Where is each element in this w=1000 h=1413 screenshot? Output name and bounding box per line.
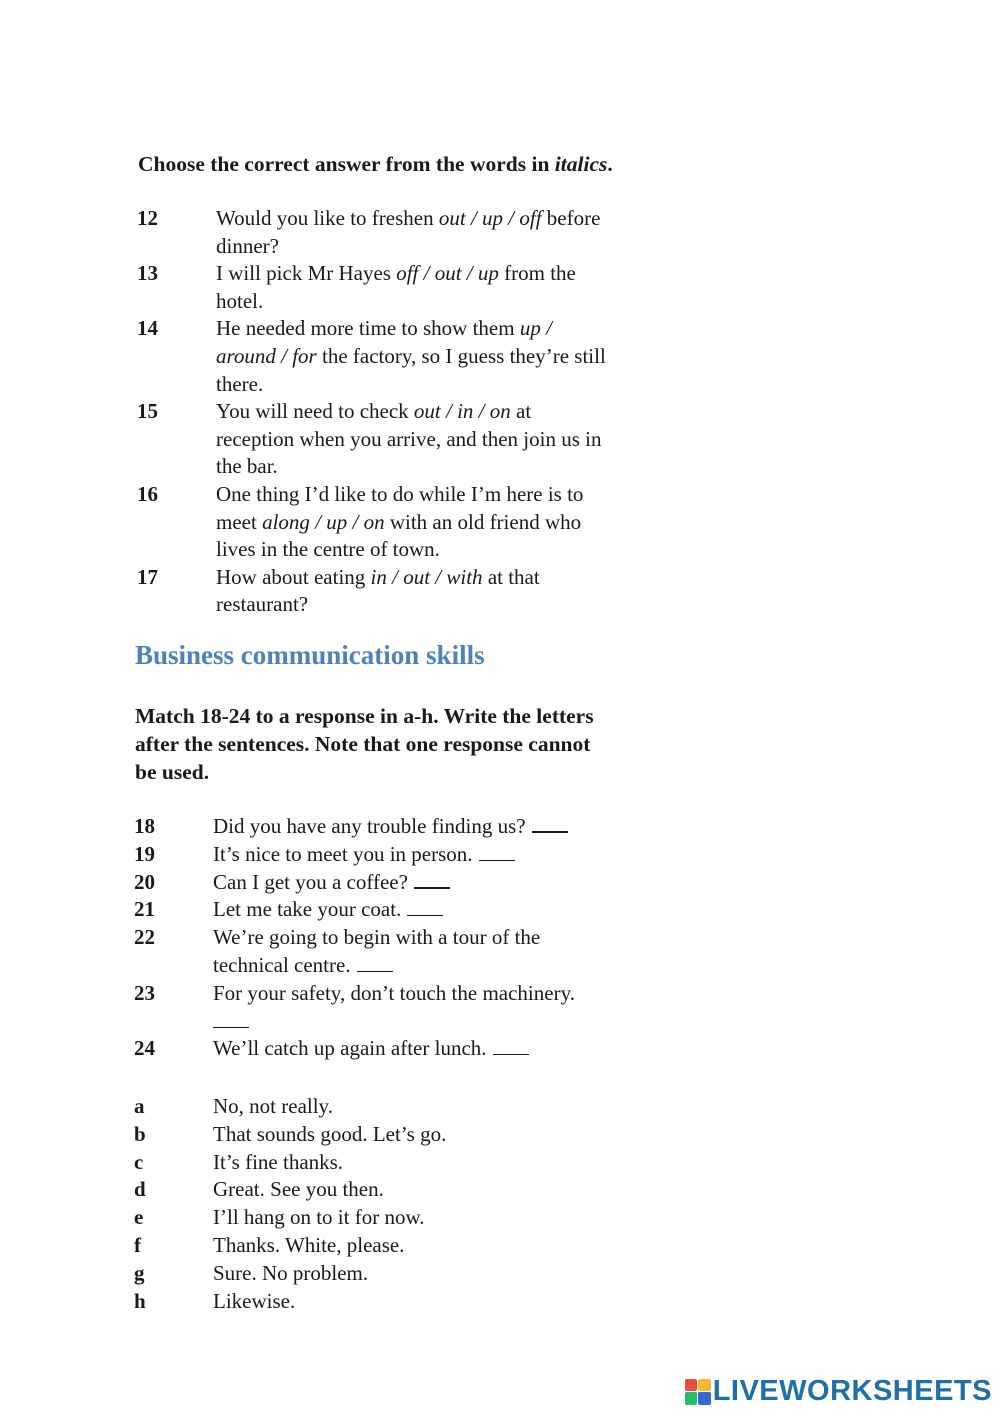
question-line [216,288,697,316]
response-d: d Great. See you then. [134,1177,384,1202]
logo-square [698,1392,711,1405]
match-item-18: 18 Did you have any trouble finding us? [134,813,694,841]
logo-text: LIVEWORKSHEETS [712,1375,992,1407]
question-number: 17 [137,564,158,589]
match-item-23: 23 For your safety, don’t touch the machinery. [134,980,694,1036]
question-12 [137,205,697,260]
logo-square [685,1392,698,1405]
question-number: 12 [137,206,158,230]
question-fragment: restaurant? [216,592,309,617]
response-a: a No, not really. [134,1094,333,1118]
question-fragment: One thing I’d like to do while I’m here is to [216,481,584,506]
question-13 [137,260,697,315]
response-b: b That sounds good. Let’s go. [134,1121,447,1146]
question-fragment: there. [216,371,264,396]
question-text [216,398,697,481]
question-line [216,205,697,233]
answer-options[interactable]: up / [519,316,552,341]
match-item-22: 22 We’re going to begin with a tour of the technical centre. [134,925,541,977]
question-number: 16 [137,481,158,506]
question-line [216,509,697,537]
question-text [216,315,697,398]
question-fragment: dinner? [216,233,279,258]
question-line [216,481,697,509]
response-c: c It’s fine thanks. [134,1149,344,1174]
answer-blank[interactable] [414,869,450,889]
answer-blank[interactable] [532,813,568,833]
question-fragment: before [541,206,601,230]
answer-blank[interactable] [213,1009,249,1028]
response-g: g Sure. No problem. [134,1260,369,1285]
question-line [216,315,697,343]
question-fragment: hotel. [216,288,264,313]
question-fragment: meet [216,509,263,534]
logo-square [685,1379,698,1392]
question-fragment: the factory, so I guess they’re still [316,343,606,368]
question-line [216,398,697,426]
question-line [216,343,697,371]
question-number: 15 [137,399,158,424]
question-line [216,564,697,592]
section2-instruction: Match 18-24 to a response in a-h. Write the letters after the sentences. Note that one response cannot be used. [135,704,594,784]
phrasal-verb-questions [137,205,697,619]
answer-options[interactable]: out / up / off [438,206,542,230]
question-line [216,233,697,261]
question-text [216,260,697,315]
question-fragment: He needed more time to show them [216,316,520,341]
answer-options[interactable]: in / out / with [370,564,483,589]
match-item-19: 19 It’s nice to meet you in person. [134,841,694,869]
response-list [134,1093,446,1315]
question-number: 13 [137,261,158,286]
question-14 [137,315,697,398]
section1-instruction: Choose the correct answer from the words in italics. [138,152,613,176]
question-16 [137,481,697,564]
answer-blank[interactable] [407,897,443,916]
logo-square [698,1379,711,1392]
question-line [216,536,697,564]
question-line [216,591,697,619]
answer-options[interactable]: around / for [216,343,317,368]
section-heading: Business communication skills [135,640,485,670]
answer-blank[interactable] [493,1036,529,1055]
answer-options[interactable]: off / out / up [396,261,499,286]
question-line [216,260,697,288]
answer-options[interactable]: along / up / on [262,509,385,534]
question-17 [137,564,697,619]
response-h: h Likewise. [134,1288,296,1313]
response-f: f Thanks. White, please. [134,1232,405,1257]
question-text [216,205,697,260]
answer-blank[interactable] [357,953,393,972]
question-fragment: I will pick Mr Hayes [216,261,397,286]
question-15 [137,398,697,481]
answer-blank[interactable] [479,842,515,861]
question-text [216,481,697,564]
question-line [216,426,697,454]
question-line [216,453,697,481]
answer-options[interactable]: out / in / on [413,399,511,424]
question-fragment: at that [482,564,540,589]
logo-mark-icon [685,1379,711,1405]
match-item-24: 24 We’ll catch up again after lunch. [134,1035,694,1063]
question-fragment: lives in the centre of town. [216,537,440,562]
question-fragment: Would you like to freshen [216,206,439,230]
question-line [216,371,697,399]
match-items [134,813,694,1063]
question-fragment: the bar. [216,454,278,479]
liveworksheets-logo[interactable] [685,1375,992,1408]
question-fragment: How about eating [216,564,371,589]
question-fragment: from the [498,261,576,286]
match-item-20: 20 Can I get you a coffee? [134,869,694,897]
question-fragment: You will need to check [216,399,414,424]
match-item-21: 21 Let me take your coat. [134,896,694,924]
question-fragment: reception when you arrive, and then join us in [216,426,602,451]
response-e: e I’ll hang on to it for now. [134,1205,425,1230]
question-fragment: at [510,399,532,424]
question-number: 14 [137,316,158,341]
question-fragment: with an old friend who [384,509,582,534]
question-text [216,564,697,619]
